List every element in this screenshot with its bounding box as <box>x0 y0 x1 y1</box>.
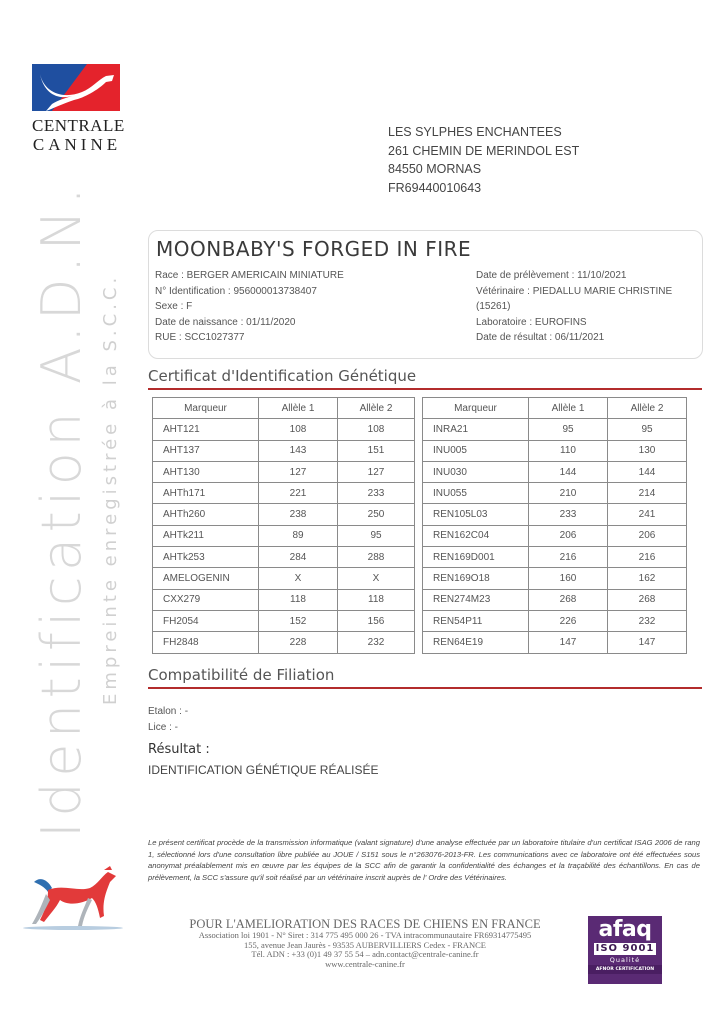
allele-2: 288 <box>338 547 415 568</box>
allele-1: 228 <box>259 632 338 653</box>
result-label: Résultat : <box>148 742 210 757</box>
marker-name: AHTh260 <box>153 504 259 525</box>
header-allele-1: Allèle 1 <box>529 398 608 419</box>
header-allele-1: Allèle 1 <box>259 398 338 419</box>
marker-name: AHTh171 <box>153 483 259 504</box>
allele-1: 160 <box>529 568 608 589</box>
dog-flag-icon <box>32 64 120 111</box>
allele-2: 95 <box>608 419 687 440</box>
marker-table-right <box>422 397 687 654</box>
marker-name: AHT130 <box>153 461 259 482</box>
allele-2: 108 <box>338 419 415 440</box>
allele-1: 118 <box>259 589 338 610</box>
marker-row <box>423 547 687 568</box>
footer-siret: Association loi 1901 - N° Siret : 314 775 495 000 26 - TVA intracommunautaire FR69314775495 <box>198 930 532 940</box>
allele-1: 226 <box>529 610 608 631</box>
dog-sexe: Sexe : F <box>155 301 193 312</box>
marker-name: REN162C04 <box>423 525 529 546</box>
allele-2: 214 <box>608 483 687 504</box>
marker-name: REN105L03 <box>423 504 529 525</box>
allele-1: 284 <box>259 547 338 568</box>
allele-1: 221 <box>259 483 338 504</box>
allele-2: 156 <box>338 610 415 631</box>
allele-1: 89 <box>259 525 338 546</box>
marker-row <box>423 568 687 589</box>
watermark-subtitle: Empreinte enregistrée à la S.C.C. <box>100 273 121 705</box>
allele-2: 206 <box>608 525 687 546</box>
certificate-title: Certificat d'Identification Génétique <box>148 367 417 385</box>
afaq-brand: afaq <box>598 917 652 942</box>
marker-name: REN274M23 <box>423 589 529 610</box>
allele-1: 127 <box>259 461 338 482</box>
dog-name: MOONBABY'S FORGED IN FIRE <box>156 237 472 261</box>
dog-race: Race : BERGER AMERICAIN MINIATURE <box>155 270 344 281</box>
marker-row <box>423 483 687 504</box>
centrale-canine-logo <box>32 64 125 154</box>
allele-2: 130 <box>608 440 687 461</box>
marker-name: INU005 <box>423 440 529 461</box>
allele-1: 147 <box>529 632 608 653</box>
marker-row <box>423 610 687 631</box>
marker-name: AHT137 <box>153 440 259 461</box>
marker-name: AMELOGENIN <box>153 568 259 589</box>
marker-row <box>423 504 687 525</box>
dog-identification: N° Identification : 956000013738407 <box>155 285 317 297</box>
header-allele-2: Allèle 2 <box>338 398 415 419</box>
marker-row <box>153 547 415 568</box>
afaq-quality: Qualité <box>609 956 641 964</box>
marker-row <box>423 440 687 461</box>
allele-2: 147 <box>608 632 687 653</box>
allele-2: X <box>338 568 415 589</box>
dog-info-left <box>155 268 344 346</box>
allele-2: 233 <box>338 483 415 504</box>
table-header-row <box>423 398 687 419</box>
marker-name: AHTk211 <box>153 525 259 546</box>
laboratory: Laboratoire : EUROFINS <box>476 316 587 328</box>
marker-row <box>153 610 415 631</box>
marker-row <box>153 483 415 504</box>
veterinarian-id: (15261) <box>476 301 511 312</box>
allele-1: 210 <box>529 483 608 504</box>
allele-2: 144 <box>608 461 687 482</box>
marker-row <box>153 632 415 653</box>
sample-date: Date de prélèvement : 11/10/2021 <box>476 270 627 281</box>
marker-row <box>423 461 687 482</box>
footer <box>150 918 580 969</box>
allele-1: 268 <box>529 589 608 610</box>
marker-row <box>153 504 415 525</box>
afaq-iso-badge <box>588 916 662 984</box>
footer-website: www.centrale-canine.fr <box>325 958 405 969</box>
allele-1: 216 <box>529 547 608 568</box>
address-street: 261 CHEMIN DE MERINDOL EST <box>388 143 580 158</box>
marker-row <box>153 440 415 461</box>
allele-1: 152 <box>259 610 338 631</box>
marker-name: REN54P11 <box>423 610 529 631</box>
allele-1: 233 <box>529 504 608 525</box>
allele-1: 238 <box>259 504 338 525</box>
watermark-title: Identification A.D.N. <box>30 181 93 838</box>
allele-1: 144 <box>529 461 608 482</box>
marker-name: CXX279 <box>153 589 259 610</box>
marker-name: INRA21 <box>423 419 529 440</box>
marker-row <box>153 525 415 546</box>
dog-info-right <box>476 268 696 346</box>
filiation-divider <box>148 687 702 689</box>
allele-1: 143 <box>259 440 338 461</box>
footer-address: 155, avenue Jean Jaurès - 93535 AUBERVILLIERS Cedex - FRANCE <box>243 939 486 950</box>
marker-name: REN169D001 <box>423 547 529 568</box>
allele-2: 216 <box>608 547 687 568</box>
allele-2: 250 <box>338 504 415 525</box>
footer-slogan: POUR L'AMELIORATION DES RACES DE CHIENS EN FRANCE <box>189 917 541 931</box>
header-marqueur: Marqueur <box>153 398 259 419</box>
allele-2: 151 <box>338 440 415 461</box>
address-city: 84550 MORNAS <box>388 162 482 176</box>
allele-2: 95 <box>338 525 415 546</box>
certificate-divider <box>148 388 702 390</box>
filiation-parents <box>148 704 188 735</box>
allele-2: 241 <box>608 504 687 525</box>
allele-1: 206 <box>529 525 608 546</box>
address-name: LES SYLPHES ENCHANTEES <box>388 125 562 139</box>
owner-address <box>388 123 579 197</box>
marker-table-left <box>152 397 415 654</box>
marker-name: FH2848 <box>153 632 259 653</box>
allele-2: 162 <box>608 568 687 589</box>
result-date: Date de résultat : 06/11/2021 <box>476 332 605 343</box>
marker-row <box>153 589 415 610</box>
address-code: FR69440010643 <box>388 180 482 195</box>
allele-2: 118 <box>338 589 415 610</box>
dog-birth-date: Date de naissance : 01/11/2020 <box>155 316 296 328</box>
marker-row <box>153 419 415 440</box>
footer-contact: Tél. ADN : +33 (0)1 49 37 55 54 – adn.contact@centrale-canine.fr <box>251 949 479 959</box>
allele-2: 232 <box>338 632 415 653</box>
marker-row <box>423 632 687 653</box>
legal-notice: Le présent certificat procède de la transmission informatique (valant signature) d'une analyse effectuée par un laboratoire titulaire d'un certificat ISAG 2006 de rang 1, sélectionné lors d'une consultation libre publiée au JOUE / S151 sous le n°263076-2013-FR. Les communications avec ce laboratoire ont été effectuées sous anonymat préalablement mis en œuvre par les équipes de la SCC afin de garantir la confidentialité des échanges et la traçabilité des échantillons. En cas de prélèvement, la SCC s'assure qu'il soit réalisé par un vétérinaire inscrit auprès de l' Ordre des Vétérinaires. <box>148 838 700 882</box>
marker-row <box>423 589 687 610</box>
filiation-title: Compatibilité de Filiation <box>148 666 335 684</box>
afaq-cert: AFNOR CERTIFICATION <box>588 965 662 974</box>
allele-2: 127 <box>338 461 415 482</box>
allele-1: 108 <box>259 419 338 440</box>
allele-1: 110 <box>529 440 608 461</box>
allele-2: 268 <box>608 589 687 610</box>
marker-row <box>153 568 415 589</box>
allele-1: 95 <box>529 419 608 440</box>
afaq-iso: ISO 9001 <box>595 943 655 954</box>
marker-name: AHT121 <box>153 419 259 440</box>
etalon: Etalon : - <box>148 706 189 717</box>
lice: Lice : - <box>148 721 179 733</box>
marker-row <box>153 461 415 482</box>
dog-info-card <box>148 230 703 359</box>
allele-2: 232 <box>608 610 687 631</box>
logo-text <box>32 116 125 154</box>
marker-name: FH2054 <box>153 610 259 631</box>
marker-name: INU030 <box>423 461 529 482</box>
marker-name: REN64E19 <box>423 632 529 653</box>
logo-line1: CENTRALE <box>32 116 125 135</box>
allele-1: X <box>259 568 338 589</box>
header-marqueur: Marqueur <box>423 398 529 419</box>
header-allele-2: Allèle 2 <box>608 398 687 419</box>
dog-illustration-icon <box>18 862 128 934</box>
marker-name: AHTk253 <box>153 547 259 568</box>
marker-row <box>423 525 687 546</box>
logo-line2: CANINE <box>32 135 122 154</box>
dog-rue: RUE : SCC1027377 <box>155 332 245 343</box>
marker-name: REN169O18 <box>423 568 529 589</box>
table-header-row <box>153 398 415 419</box>
result-value: IDENTIFICATION GÉNÉTIQUE RÉALISÉE <box>148 763 379 777</box>
marker-name: INU055 <box>423 483 529 504</box>
marker-row <box>423 419 687 440</box>
veterinarian: Vétérinaire : PIEDALLU MARIE CHRISTINE <box>476 285 673 297</box>
